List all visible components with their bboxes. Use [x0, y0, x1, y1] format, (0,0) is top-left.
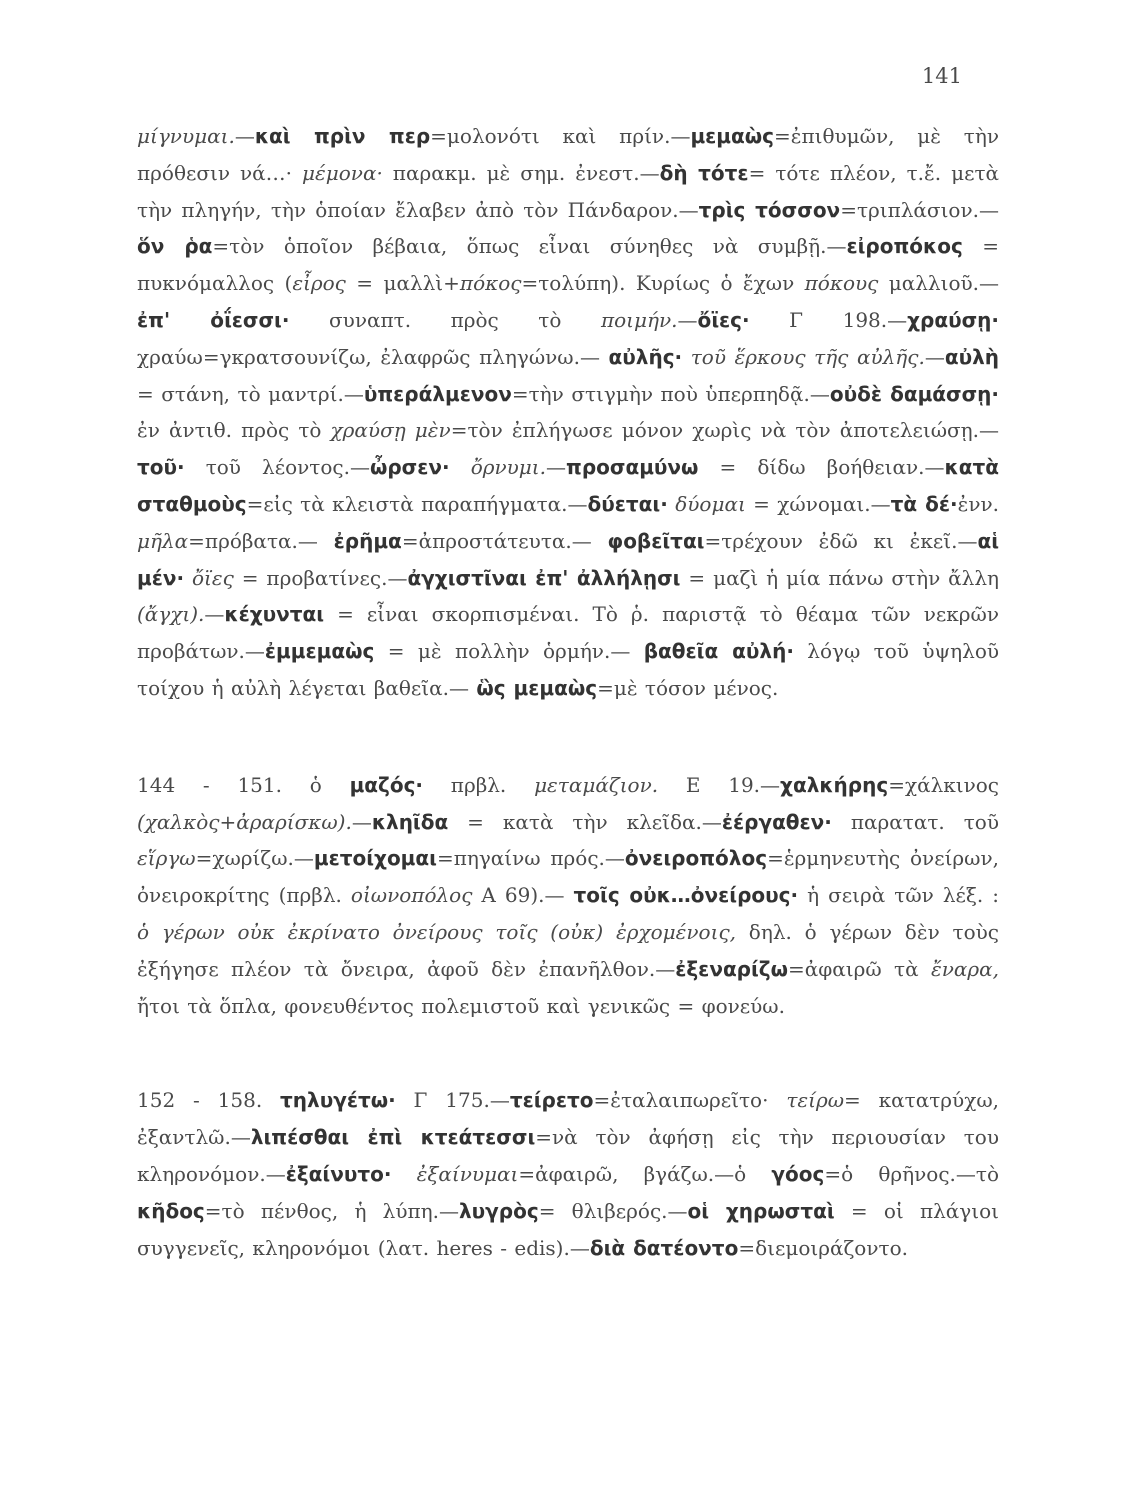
gloss-text: = δίδω βοήθειαν.: [698, 455, 925, 480]
lemma-term: κληῖδα: [371, 809, 449, 834]
gloss-text: —: [670, 124, 691, 148]
gloss-text: [391, 1162, 416, 1186]
italic-citation: ὄρνυμι.: [470, 455, 546, 480]
gloss-text: [682, 345, 691, 369]
italic-citation: μίγνυμαι.: [137, 124, 235, 148]
gloss-text: =ὁ θρῆνος.: [824, 1161, 956, 1186]
gloss-text: = προβατίνες.: [233, 565, 388, 590]
gloss-text: =ἀφαιρῶ, βγάζω.: [518, 1161, 715, 1186]
gloss-text: —: [957, 528, 978, 553]
gloss-text: =ἀφαιρῶ τὰ: [788, 956, 931, 981]
gloss-text: ἤτοι τὰ ὅπλα, φονευθέντος πολεμιστοῦ καὶ γενικῶς = φονεύω.: [137, 993, 785, 1018]
lemma-term: καὶ πρὶν περ: [254, 124, 431, 148]
lemma-term: διὰ δατέοντο: [589, 1235, 739, 1260]
gloss-text: —: [870, 491, 891, 516]
gloss-text: —: [924, 455, 945, 480]
lemma-term: αὐλὴ: [944, 344, 999, 369]
lemma-term: ὄϊες·: [697, 307, 750, 332]
gloss-text: —: [979, 418, 1000, 443]
lemma-term: κῆδος: [137, 1198, 205, 1223]
lemma-term: ἐξεναρίζω: [675, 956, 788, 981]
gloss-text: ἡ σειρὰ τῶν λέξ. :: [798, 883, 999, 908]
gloss-text: 144 - 151. ὁ: [137, 772, 350, 797]
lemma-term: φοβεῖται: [607, 528, 705, 553]
italic-citation: δύομαι: [675, 491, 746, 516]
lemma-term: οἱ χηρωσταὶ: [687, 1198, 835, 1223]
lemma-term: λιπέσθαι ἐπὶ κτεάτεσσι: [250, 1125, 536, 1150]
lemma-term: μαζός·: [349, 772, 424, 797]
italic-citation: ποιμήν.: [600, 307, 678, 332]
italic-citation: ἔναρα,: [930, 956, 999, 981]
lemma-term: μεμαὼς: [690, 124, 774, 148]
gloss-text: —: [579, 344, 609, 369]
lemma-term: τείρετο: [509, 1088, 594, 1113]
gloss-text: —: [569, 1235, 590, 1260]
lemma-term: ὦρσεν·: [369, 455, 450, 480]
gloss-text: =ἐταλαιπωρεῖτο·: [593, 1088, 787, 1113]
lemma-term: ἐρῆμα: [333, 528, 402, 553]
lemma-term: δύεται·: [587, 491, 668, 516]
gloss-text: χραύω=γκρατσουνίζω, ἐλαφρῶς πληγώνω.: [137, 344, 580, 369]
italic-citation: χραύσῃ μὲν: [330, 418, 451, 443]
lemma-term: βαθεῖα αὐλή·: [643, 639, 794, 664]
gloss-text: —: [701, 809, 722, 834]
gloss-text: —: [610, 639, 644, 664]
gloss-text: —: [204, 602, 225, 627]
italic-citation: ὁ γέρων οὐκ ἐκρίνατο ὀνείρους τοῖς (οὐκ) ἐρχομένοις,: [137, 919, 736, 944]
gloss-text: —: [924, 344, 945, 369]
gloss-text: —: [351, 809, 372, 834]
paragraph-2: [137, 767, 999, 1025]
gloss-text: =ἑρμηνευτὴς ὀνείρων, ὀνειροκρίτης (πρβλ.: [137, 846, 999, 908]
gloss-text: —: [293, 846, 314, 871]
gloss-text: =τὸ πένθος, ἡ λύπη.: [204, 1198, 439, 1223]
gloss-text: = θλιβερός.: [538, 1198, 668, 1223]
gloss-text: —: [678, 197, 699, 222]
lemma-term: ὑπεράλμενον: [363, 381, 512, 406]
gloss-text: [450, 455, 471, 479]
gloss-text: —: [604, 846, 625, 871]
italic-citation: μῆλα: [137, 528, 189, 553]
gloss-text: =τριπλάσιον.: [840, 197, 979, 222]
gloss-text: Γ 175.: [395, 1088, 490, 1113]
lemma-term: κέχυνται: [224, 602, 325, 627]
gloss-text: = μὲ πολλὴν ὁρμήν.: [374, 639, 611, 664]
lemma-term: ὅν ῥα: [137, 234, 213, 259]
gloss-text: =μὲ τόσον μένος.: [597, 675, 779, 700]
paragraph-3: [137, 1082, 999, 1266]
gloss-text: πρβλ.: [423, 772, 535, 797]
gloss-text: —: [567, 491, 588, 516]
gloss-text: —: [448, 675, 477, 700]
lemma-term: τοῖς οὐκ…ὀνείρους·: [573, 883, 799, 908]
italic-citation: τείρω: [786, 1088, 845, 1113]
lemma-term: εἰροπόκος: [846, 234, 963, 259]
gloss-text: =διεμοιράζοντο.: [738, 1235, 908, 1260]
gloss-text: Α 69).: [472, 883, 545, 908]
gloss-text: παρακμ. μὲ σημ. ἐνεστ.: [382, 160, 640, 185]
gloss-text: =τρέχουν ἐδῶ κι ἐκεῖ.: [704, 528, 958, 553]
gloss-text: —: [343, 381, 364, 406]
italic-citation: ἐξαίνυμαι: [416, 1161, 519, 1186]
gloss-text: Ε 19.: [658, 772, 761, 797]
gloss-text: =πρόβατα.: [188, 528, 298, 553]
lemma-term: κατὰ σταθμοὺς: [137, 455, 999, 516]
lemma-term: ἐξαίνυτο·: [285, 1161, 392, 1186]
gloss-text: —: [887, 307, 908, 332]
gloss-text: τοῦ λέοντος.: [184, 455, 350, 480]
lemma-term: ὀνειροπόλος: [624, 846, 768, 871]
italic-citation: ὄϊες: [192, 565, 234, 590]
gloss-text: = χώνομαι.: [745, 491, 871, 516]
italic-citation: πόκους: [804, 271, 879, 296]
italic-citation: εἶρος: [292, 271, 346, 296]
gloss-text: —: [677, 307, 698, 332]
gloss-text: —: [571, 528, 608, 553]
gloss-text: [184, 566, 192, 590]
lemma-term: μετοίχομαι: [313, 846, 437, 871]
lemma-term: τηλυγέτω·: [280, 1088, 396, 1113]
lemma-term: τὰ δέ·: [890, 491, 958, 516]
italic-citation: εἵργω: [137, 846, 196, 871]
gloss-text: παρατατ. τοῦ: [831, 809, 999, 834]
gloss-text: —: [667, 1198, 688, 1223]
gloss-text: συναπτ. πρὸς τὸ: [289, 307, 601, 332]
italic-citation: τοῦ ἕρκους τῆς αὐλῆς.: [690, 344, 925, 369]
gloss-text: δηλ. ὁ γέρων δὲν τοὺς ἐξήγησε πλέον τὰ ὄνειρα, ἀφοῦ δὲν ἐπανῆλθον.: [137, 919, 999, 981]
italic-citation: (ἄγχι).: [137, 602, 205, 627]
italic-citation: πόκος: [459, 271, 522, 296]
gloss-text: =νὰ τὸν ἀφήσῃ εἰς τὴν περιουσίαν του κληρονόμον.: [137, 1125, 999, 1186]
gloss-text: =ἐπιθυμῶν, μὲ τὴν πρόθεσιν νά…·: [137, 124, 999, 185]
lemma-term: ἐπ' ὀΐεσσι·: [137, 307, 290, 332]
gloss-text: =τὸν ὁποῖον βέβαια, ὅπως εἶναι σύνηθες νὰ συμβῇ.: [212, 234, 827, 259]
gloss-text: =χωρίζω.: [195, 846, 294, 871]
lemma-term: ὣς μεμαὼς: [476, 675, 598, 700]
lemma-term: ἐμμεμαὼς: [264, 639, 375, 664]
page-number: 141: [921, 64, 962, 88]
gloss-text: =χάλκινος: [888, 772, 1000, 797]
gloss-text: —: [244, 639, 265, 664]
gloss-text: λόγῳ τοῦ ὑψηλοῦ τοίχου ἡ αὐλὴ λέγεται βαθεῖα.: [137, 639, 1000, 700]
lemma-term: ἐέργαθεν·: [721, 809, 832, 834]
commentary-text: [137, 118, 999, 1266]
gloss-text: = κατατρύχω, ἐξαντλῶ.: [137, 1088, 999, 1150]
gloss-text: —τὸ: [955, 1161, 999, 1186]
gloss-text: =εἰς τὰ κλειστὰ παραπήγματα.: [246, 491, 568, 516]
gloss-text: Γ 198.: [749, 307, 888, 332]
lemma-term: χραύσῃ·: [907, 307, 999, 332]
gloss-text: —: [489, 1088, 510, 1113]
gloss-text: = μαζὶ ἡ μία πάνω στὴν ἄλλη: [680, 565, 1000, 590]
gloss-text: —: [265, 1161, 286, 1186]
lemma-term: χαλκήρης: [780, 772, 889, 797]
gloss-text: —: [639, 160, 660, 185]
lemma-term: λυγρὸς: [458, 1198, 539, 1223]
gloss-text: —: [438, 1198, 459, 1223]
gloss-text: μαλλιοῦ.: [878, 271, 979, 296]
gloss-text: —: [760, 772, 781, 797]
gloss-text: —: [979, 271, 999, 296]
gloss-text: ἐν ἀντιθ. πρὸς τὸ: [137, 418, 331, 443]
gloss-text: = μαλλὶ+: [345, 271, 460, 296]
lemma-term: προσαμύνω: [566, 455, 699, 480]
lemma-term: αὐλῆς·: [608, 344, 683, 369]
gloss-text: —: [546, 455, 566, 480]
gloss-text: —: [544, 883, 574, 908]
gloss-text: = εἶναι σκορπισμέναι. Τὸ ῥ. παριστᾷ τὸ θέαμα τῶν νεκρῶν προβάτων.: [137, 602, 999, 664]
gloss-text: =τὴν στιγμὴν ποὺ ὑπερπηδᾷ.: [511, 381, 810, 406]
gloss-text: =μολονότι καὶ πρίν.: [430, 124, 671, 148]
gloss-text: =ἀπροστάτευτα.: [401, 528, 572, 553]
gloss-text: 152 - 158.: [137, 1088, 281, 1113]
gloss-text: —: [826, 234, 847, 259]
gloss-text: =πηγαίνω πρός.: [436, 846, 605, 871]
italic-citation: (χαλκὸς+ἀραρίσκω).: [137, 809, 352, 834]
gloss-text: —: [387, 565, 408, 590]
lemma-term: οὐδὲ δαμάσσῃ·: [829, 381, 1000, 406]
lemma-term: τοῦ·: [137, 455, 185, 480]
lemma-term: τρὶς τόσσον: [698, 197, 841, 222]
gloss-text: —: [349, 455, 370, 480]
gloss-text: —: [979, 197, 999, 222]
lemma-term: αἱ μέν·: [137, 528, 999, 590]
gloss-text: —: [297, 528, 334, 553]
gloss-text: —: [230, 1125, 251, 1150]
lemma-term: γόος: [771, 1161, 825, 1186]
gloss-text: ἐνν.: [957, 491, 1000, 516]
gloss-text: = στάνη, τὸ μαντρί.: [137, 381, 344, 406]
italic-citation: οἰωνοπόλος: [350, 883, 473, 908]
italic-citation: μέμονα·: [302, 160, 383, 185]
gloss-text: = κατὰ τὴν κλεῖδα.: [448, 809, 702, 834]
gloss-text: —ὁ: [714, 1161, 772, 1186]
paragraph-1: [137, 118, 999, 707]
lemma-term: ἀγχιστῖναι ἐπ' ἀλλήλῃσι: [407, 565, 681, 590]
italic-citation: μεταμάζιον.: [534, 772, 659, 797]
gloss-text: —: [655, 956, 676, 981]
gloss-text: —: [234, 124, 255, 148]
gloss-text: =τολύπη). Κυρίως ὁ ἔχων: [521, 271, 805, 296]
gloss-text: =τὸν ἐπλήγωσε μόνον χωρὶς νὰ τὸν ἀποτελειώσῃ.: [450, 418, 980, 443]
gloss-text: = τότε πλέον, τ.ἔ. μετὰ τὴν πληγήν, τὴν ὁποίαν ἔλαβεν ἀπὸ τὸν Πάνδαρον.: [137, 160, 1000, 222]
gloss-text: —: [809, 381, 830, 406]
gloss-text: = πυκνόμαλλος (: [137, 234, 999, 296]
gloss-text: = οἱ πλάγιοι συγγενεῖς, κληρονόμοι (λατ. heres - edis).: [137, 1198, 999, 1260]
lemma-term: δὴ τότε: [659, 160, 749, 185]
